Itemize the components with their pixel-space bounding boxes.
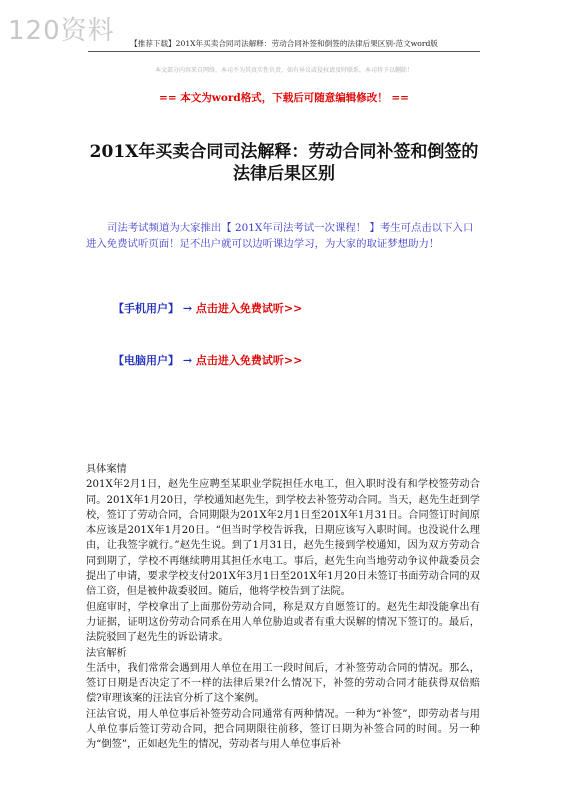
disclaimer-text: 本文部分内容来自网络，本司不为其真实性负责，如有异议或侵权请及时联系，本司将予以删除！ [154, 67, 413, 74]
body-paragraph: 汪法官说，用人单位事后补签劳动合同通常有两种情况。一种为“补签”，即劳动者与用人单位事后签订劳动合同，把合同期限往前移，签订日期为补签合同的时间。另一种为“倒签”，正如赵先生的情况，劳动者与用人单位事后补 [86, 708, 480, 751]
arrow-right-icon: → [182, 354, 193, 367]
arrow-right-icon: → [182, 302, 193, 315]
word-format-notice: == 本文为word格式，下载后可随意编辑修改！ == [159, 92, 409, 104]
mobile-trial-link[interactable] [113, 300, 302, 316]
watermark-logo: 120资料 [8, 16, 115, 46]
body-paragraph: 生活中，我们常常会遇到用人单位在用工一段时间后，才补签劳动合同的情况。那么，签订日期是否决定了不一样的法律后果?什么情况下，补签的劳动合同才能获得双倍赔偿?审理该案的汪法官分析了这个案例。 [86, 662, 480, 705]
body-paragraph: 但庭审时，学校拿出了上面那份劳动合同，称是双方自愿签订的。赵先生却没能拿出有力证据，证明这份劳动合同系在用人单位胁迫或者有重大误解的情况下签订的。最后，法院驳回了赵先生的诉讼请求。 [86, 601, 480, 644]
promo-label: 【电脑用户】 [113, 354, 179, 367]
section-heading-analysis: 法官解析 [86, 647, 127, 659]
page-header: 【推荐下载】201X年买卖合同司法解释：劳动合同补签和倒签的法律后果区别-范文word版 [130, 39, 438, 48]
header-divider [88, 51, 480, 52]
promo-label: 【手机用户】 [113, 302, 179, 315]
body-paragraph: 201X年2月1日，赵先生应聘至某职业学院担任水电工，但入职时没有和学校签劳动合同。201X年1月20日，学校通知赵先生，到学校去补签劳动合同。当天，赵先生赶到学校，签订了劳动合同，合同期限为201X年2月1日至201X年1月31日。合同签订时间原本应该是201X年1月20日。“但当时学校告诉我，日期应该写入职时间。也没说什么理由，让我签字就行。”赵先生说。到了1月31日，赵先生接到学校通知，因为双方劳动合同到期了，学校不再继续聘用其担任水电工。事后，赵先生向当地劳动争议仲裁委员会提出了申请，要求学校支付201X年3月1日至201X年1月20日未签订书面劳动合同的双倍工资，但是被仲裁委驳回。随后，他将学校告到了法院。 [86, 479, 480, 598]
title-line: 法律后果区别 [233, 164, 335, 184]
desktop-trial-link[interactable] [113, 352, 302, 368]
article-body [86, 462, 480, 753]
section-heading-case: 具体案情 [86, 464, 127, 475]
document-title [88, 141, 480, 185]
intro-paragraph: 司法考试频道为大家推出【 201X年司法考试一次课程！ 】考生可点击以下入口进入免费试听页面！足不出户就可以边听课边学习，为大家的取证梦想助力！ [86, 222, 474, 250]
promo-action[interactable]: 点击进入免费试听>> [195, 302, 303, 315]
promo-action[interactable]: 点击进入免费试听>> [195, 354, 303, 367]
title-line: 201X年买卖合同司法解释：劳动合同补签和倒签的 [89, 142, 479, 162]
